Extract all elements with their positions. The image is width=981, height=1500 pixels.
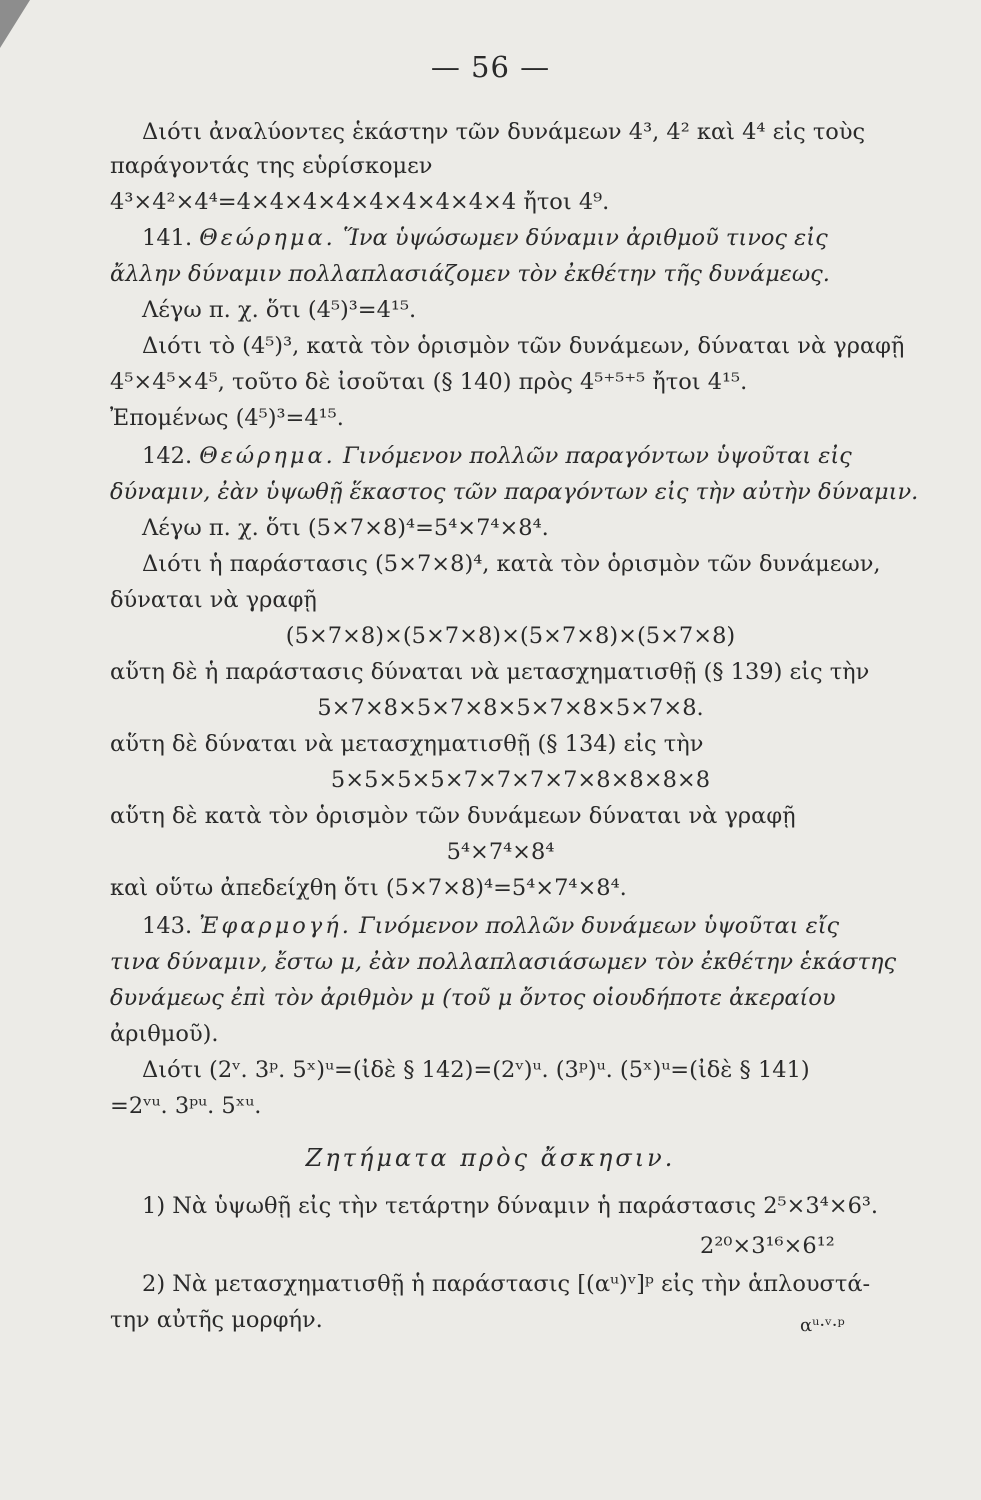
text-line: Λέγω π. χ. ὅτι (4⁵)³=4¹⁵.	[142, 297, 417, 323]
formula-line: Διότι (2ᵛ. 3ᵖ. 5ˣ)ᵘ=(ἰδὲ § 142)=(2ᵛ)ᵘ. (3ᵖ)ᵘ. (5ˣ)ᵘ=(ἰδὲ § 141)	[142, 1057, 810, 1083]
formula-line: 5⁴×7⁴×8⁴	[446, 839, 555, 865]
section-number: 141.	[142, 225, 193, 251]
text-line: 4⁵×4⁵×4⁵, τοῦτο δὲ ἰσοῦται (§ 140) πρὸς 4⁵⁺⁵⁺⁵ ἤτοι 4¹⁵.	[110, 369, 748, 395]
text-line: αὕτη δὲ κατὰ τὸν ὁρισμὸν τῶν δυνάμεων δύναται νὰ γραφῇ	[110, 803, 796, 829]
section-label: Θεώρημα.	[199, 225, 336, 251]
text-line: Διότι ἀναλύοντες ἑκάστην τῶν δυνάμεων 4³, 4² καὶ 4⁴ εἰς τοὺς	[142, 119, 866, 145]
exercise-1-answer: 2²⁰×3¹⁶×6¹²	[700, 1233, 835, 1259]
text-line: αὕτη δὲ ἡ παράστασις δύναται νὰ μετασχηματισθῇ (§ 139) εἰς τὴν	[110, 659, 870, 685]
application-text: τινα δύναμιν, ἔστω μ, ἐὰν πολλαπλασιάσωμεν τὸν ἐκθέτην ἑκάστης	[110, 949, 897, 975]
text-line: ἀριθμοῦ).	[110, 1021, 219, 1047]
exercise-2: 2) Νὰ μετασχηματισθῇ ἡ παράστασις [(αᵘ)ᵛ]ᵖ εἰς τὴν ἁπλουστά-	[142, 1271, 871, 1297]
section-number: 143.	[142, 913, 193, 939]
section-number: 142.	[142, 443, 193, 469]
text-line: Λέγω π. χ. ὅτι (5×7×8)⁴=5⁴×7⁴×8⁴.	[142, 515, 549, 541]
exercise-2-answer: αᵘ·ᵛ·ᵖ	[800, 1315, 845, 1336]
text-line: Διότι τὸ (4⁵)³, κατὰ τὸν ὁρισμὸν τῶν δυνάμεων, δύναται νὰ γραφῇ	[142, 333, 905, 359]
page-number: — 56 —	[430, 50, 551, 84]
formula-line: 5×5×5×5×7×7×7×7×8×8×8×8	[330, 767, 711, 793]
text-line: Διότι ἡ παράστασις (5×7×8)⁴, κατὰ τὸν ὁρισμὸν τῶν δυνάμεων,	[142, 551, 881, 577]
exercise-2: την αὐτῆς μορφήν.	[110, 1307, 323, 1333]
exercise-1: 1) Νὰ ὑψωθῇ εἰς τὴν τετάρτην δύναμιν ἡ παράστασις 2⁵×3⁴×6³.	[142, 1193, 879, 1219]
formula-line: (5×7×8)×(5×7×8)×(5×7×8)×(5×7×8)	[285, 623, 736, 649]
theorem-text: δύναμιν, ἐὰν ὑψωθῇ ἕκαστος τῶν παραγόντων εἰς τὴν αὐτὴν δύναμιν.	[110, 479, 919, 505]
formula-line: 5×7×8×5×7×8×5×7×8×5×7×8.	[317, 695, 704, 721]
application-text: δυνάμεως ἐπὶ τὸν ἀριθμὸν μ (τοῦ μ ὄντος οἱουδήποτε ἀκεραίου	[110, 985, 836, 1011]
theorem-text: ἄλλην δύναμιν πολλαπλασιάζομεν τὸν ἐκθέτην τῆς δυνάμεως.	[110, 261, 830, 287]
section-label: Θεώρημα.	[199, 443, 336, 469]
theorem-text: Ἵνα ὑψώσωμεν δύναμιν ἀριθμοῦ τινος εἰς	[342, 225, 828, 251]
exercises-heading: Ζητήματα πρὸς ἄσκησιν.	[305, 1144, 676, 1172]
theorem-text: Γινόμενον πολλῶν παραγόντων ὑψοῦται εἰς	[342, 443, 852, 469]
section-label: Ἐφαρμογή.	[199, 913, 352, 939]
text-line: δύναται νὰ γραφῇ	[110, 587, 317, 613]
formula-line: =2ᵛᵘ. 3ᵖᵘ. 5ˣᵘ.	[110, 1093, 262, 1119]
text-line: αὕτη δὲ δύναται νὰ μετασχηματισθῇ (§ 134) εἰς τὴν	[110, 731, 704, 757]
theorem-142	[142, 440, 852, 472]
text-line: παράγοντάς της εὑρίσκομεν	[110, 153, 433, 179]
theorem-141	[142, 222, 828, 254]
text-line: καὶ οὕτω ἀπεδείχθη ὅτι (5×7×8)⁴=5⁴×7⁴×8⁴.	[110, 875, 627, 901]
formula-line: 4³×4²×4⁴=4×4×4×4×4×4×4×4×4 ἤτοι 4⁹.	[110, 189, 610, 215]
application-text: Γινόμενον πολλῶν δυνάμεων ὑψοῦται εἴς	[359, 913, 840, 939]
application-143	[142, 910, 839, 942]
page-corner-shadow	[0, 0, 30, 48]
text-line: Ἐπομένως (4⁵)³=4¹⁵.	[110, 405, 344, 431]
